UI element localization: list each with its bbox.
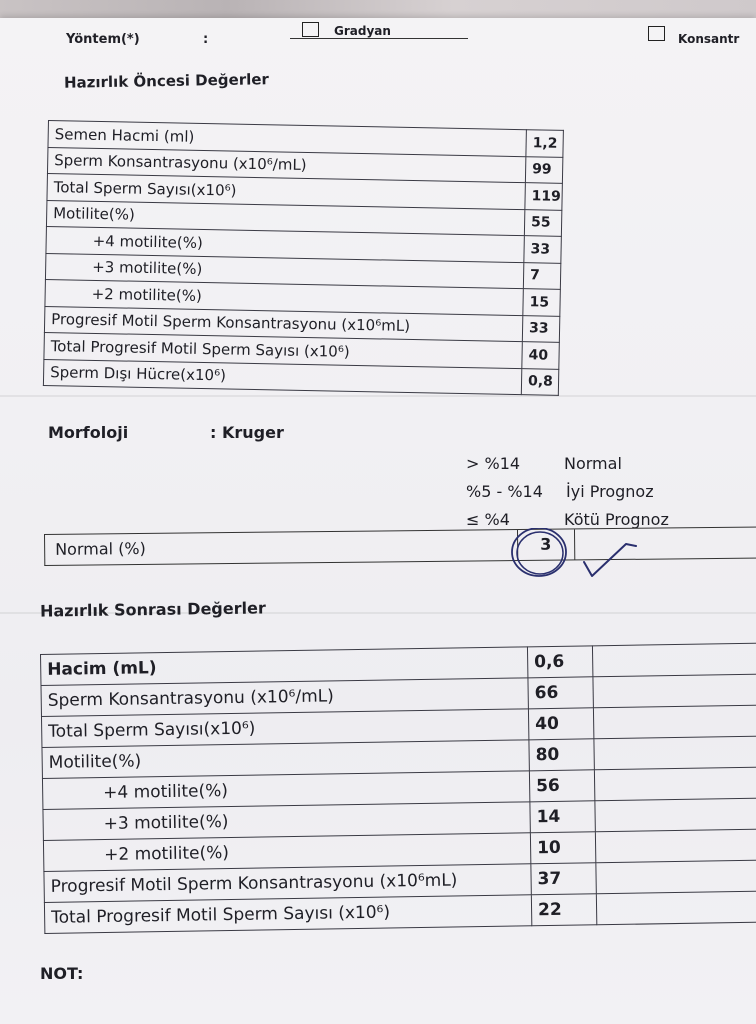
row-label: +3 motilite(%) (45, 253, 523, 289)
row-value: 37 (531, 863, 596, 895)
row-value: 40 (522, 342, 560, 369)
row-value: 0,6 (527, 646, 592, 678)
handwritten-circle-checkmark-icon (500, 528, 650, 584)
scale-meaning: Normal (564, 454, 622, 473)
row-label: Hacim (mL) (41, 647, 528, 686)
row-value: 40 (528, 708, 593, 740)
row-value: 0,8 (521, 368, 559, 395)
pre-values-table (43, 120, 564, 396)
empty-cell (592, 643, 756, 677)
row-label: +4 motilite(%) (42, 771, 529, 810)
scale-range: ≤ %4 (466, 510, 510, 529)
method-colon: : (203, 32, 209, 47)
scale-range: > %14 (466, 454, 521, 473)
row-value: 14 (530, 801, 595, 833)
row-label: +4 motilite(%) (46, 226, 524, 262)
gradient-option-label: Gradyan (334, 24, 391, 38)
row-value: 56 (529, 770, 594, 802)
row-value: 15 (523, 289, 561, 316)
empty-cell (596, 860, 756, 894)
row-value: 33 (524, 236, 562, 263)
row-value: 119 (525, 183, 563, 210)
row-label: Progresif Motil Sperm Konsantrasyonu (x10⁶mL) (44, 864, 531, 903)
row-label: +2 motilite(%) (45, 279, 523, 315)
pre-values-title: Hazırlık Öncesi Değerler (63, 70, 270, 92)
row-value: 80 (529, 739, 594, 771)
empty-cell (594, 767, 756, 801)
post-values-table (40, 642, 756, 934)
row-label: Motilite(%) (42, 740, 529, 779)
empty-cell (595, 798, 756, 832)
scale-meaning: İyi Prognoz (566, 482, 654, 501)
normal-percent-value: 3 (540, 534, 552, 554)
concentration-checkbox[interactable] (648, 26, 665, 41)
empty-cell (596, 891, 756, 925)
gradient-checkbox[interactable] (302, 22, 319, 37)
scale-range: %5 - %14 (466, 482, 543, 501)
row-label: Sperm Konsantrasyonu (x10⁶/mL) (47, 147, 525, 183)
empty-cell (595, 829, 756, 863)
empty-cell (593, 705, 756, 739)
row-label: Total Sperm Sayısı(x10⁶) (47, 173, 525, 209)
row-value: 1,2 (526, 130, 564, 157)
row-label: +2 motilite(%) (43, 833, 530, 872)
row-value: 55 (524, 209, 562, 236)
concentration-option-label: Konsantr (678, 32, 740, 46)
row-label: Total Sperm Sayısı(x10⁶) (41, 709, 528, 748)
row-label: Total Progresif Motil Sperm Sayısı (x10⁶) (44, 332, 522, 368)
row-label: Sperm Dışı Hücre(x10⁶) (43, 359, 521, 395)
row-label: +3 motilite(%) (43, 802, 530, 841)
row-label: Total Progresif Motil Sperm Sayısı (x10⁶) (44, 895, 531, 934)
row-label: Sperm Konsantrasyonu (x10⁶/mL) (41, 678, 528, 717)
morphology-label: Morfoloji (48, 423, 129, 442)
gradient-underline (290, 38, 468, 39)
row-value: 7 (523, 262, 561, 289)
note-label: NOT: (40, 964, 84, 983)
empty-cell (593, 674, 756, 708)
row-value: 22 (531, 894, 596, 926)
row-value: 66 (528, 677, 593, 709)
post-values-title: Hazırlık Sonrası Değerler (39, 598, 266, 621)
row-label: Motilite(%) (46, 200, 524, 236)
normal-percent-label: Normal (%) (55, 538, 146, 559)
row-label: Semen Hacmi (ml) (48, 121, 526, 157)
row-value: 10 (530, 832, 595, 864)
paper-fold-line (0, 395, 756, 397)
row-label: Progresif Motil Sperm Konsantrasyonu (x10⁶mL) (44, 306, 522, 342)
empty-cell (594, 736, 756, 770)
scale-meaning: Kötü Prognoz (564, 510, 669, 529)
method-label: Yöntem(*) (66, 32, 140, 47)
morphology-method: : Kruger (210, 423, 284, 442)
row-value: 99 (525, 156, 563, 183)
row-value: 33 (522, 315, 560, 342)
